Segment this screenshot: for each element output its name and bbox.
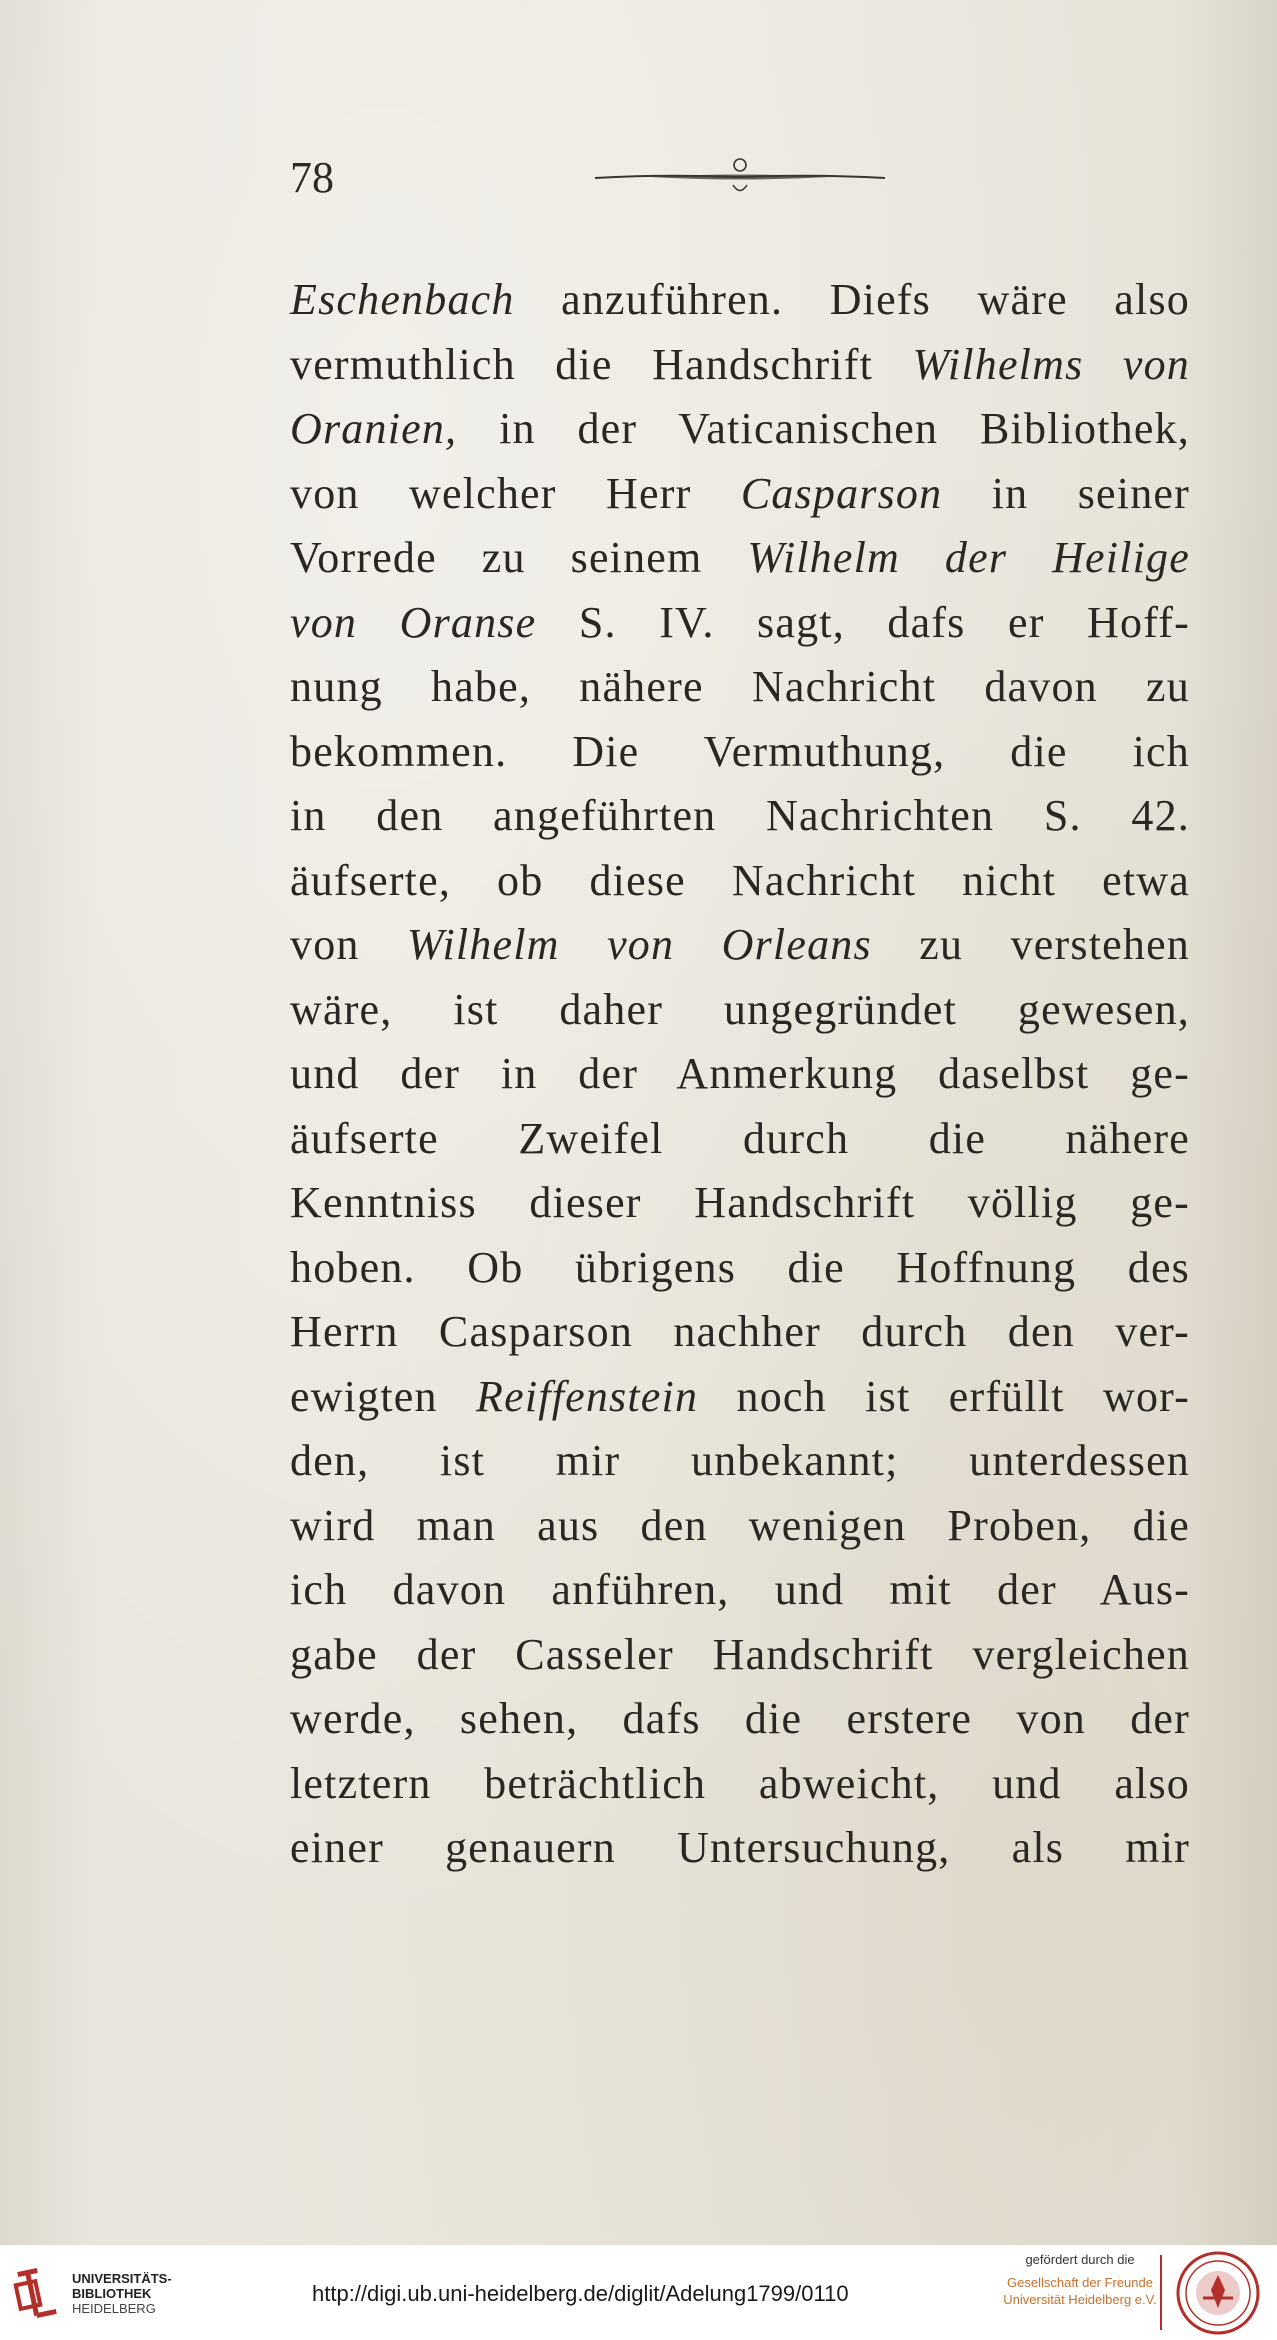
- text-segment: und der in der Anmerkung daselbst ge-: [290, 1049, 1190, 1098]
- text-segment: von welcher Herr: [290, 468, 741, 518]
- sponsor-name-line-2: Universität Heidelberg e.V.: [1003, 2292, 1157, 2307]
- text-segment: vermuthlich die Handschrift: [290, 339, 913, 389]
- footer-separator: [1160, 2255, 1162, 2330]
- text-segment: Herrn Casparson nachher durch den ver-: [290, 1307, 1190, 1356]
- text-segment: in den angeführten Nachrichten S. 42.: [290, 791, 1190, 840]
- text-segment: noch ist erfüllt wor-: [698, 1371, 1190, 1421]
- text-segment: einer genauern Untersuchung, als mir: [290, 1823, 1190, 1872]
- text-segment: werde, sehen, dafs die erstere von der: [290, 1694, 1190, 1743]
- text-segment: äufserte Zweifel durch die nähere: [290, 1113, 1190, 1163]
- text-segment: hoben. Ob übrigens die Hoffnung des: [290, 1242, 1190, 1292]
- text-line: [290, 1300, 1190, 1365]
- page-number: 78: [290, 153, 334, 202]
- text-line: [290, 720, 1190, 785]
- text-segment: S. IV. sagt, dafs er Hoff-: [536, 597, 1190, 647]
- text-segment: äufserte, ob diese Nachricht nicht etwa: [290, 855, 1190, 905]
- italic-text: Wilhelm der Heilige: [747, 533, 1190, 582]
- text-segment: ewigten: [290, 1371, 477, 1421]
- text-line: [290, 1558, 1190, 1623]
- italic-text: Casparson: [740, 468, 943, 518]
- library-name-line-2: BIBLIOTHEK: [72, 2286, 152, 2301]
- text-line: [290, 1687, 1190, 1752]
- text-segment: letztern beträchtlich abweicht, und also: [290, 1758, 1190, 1808]
- text-line: [290, 1429, 1190, 1494]
- text-line: [290, 913, 1190, 978]
- italic-text: Reiffenstein: [476, 1371, 699, 1421]
- library-name-line-1: UNIVERSITÄTS-: [72, 2271, 172, 2286]
- text-segment: in der Vaticanischen Bibliothek,: [457, 404, 1190, 453]
- university-library-logo-icon: [12, 2263, 62, 2325]
- text-line: [290, 268, 1190, 333]
- sponsor-name-line-1: Gesellschaft der Freunde: [1007, 2275, 1153, 2290]
- text-line: [290, 591, 1190, 656]
- text-segment: in seiner: [942, 468, 1190, 518]
- text-segment: gabe der Casseler Handschrift vergleichen: [290, 1629, 1190, 1679]
- italic-text: Wilhelm von Orleans: [407, 920, 872, 969]
- footer-bar: [0, 2245, 1277, 2340]
- text-line: [290, 1752, 1190, 1817]
- text-segment: nung habe, nähere Nachricht davon zu: [290, 662, 1190, 711]
- text-line: [290, 1365, 1190, 1430]
- text-segment: von: [290, 920, 408, 969]
- italic-text: Wilhelms von: [912, 339, 1190, 389]
- text-line: [290, 1042, 1190, 1107]
- text-segment: wird man aus den wenigen Proben, die: [290, 1500, 1190, 1550]
- library-name: [72, 2271, 172, 2316]
- text-line: [290, 526, 1190, 591]
- text-segment: wäre, ist daher ungegründet gewesen,: [290, 984, 1190, 1034]
- permalink-url[interactable]: http://digi.ub.uni-heidelberg.de/diglit/Adelung1799/0110: [312, 2281, 849, 2306]
- text-line: [290, 397, 1190, 462]
- text-line: [290, 978, 1190, 1043]
- text-line: [290, 1107, 1190, 1172]
- text-segment: den, ist mir unbekannt; unterdessen: [290, 1436, 1190, 1485]
- text-segment: Kenntniss dieser Handschrift völlig ge-: [290, 1178, 1190, 1227]
- italic-text: von Oranse: [290, 597, 537, 647]
- text-line: [290, 1494, 1190, 1559]
- text-line: [290, 1816, 1190, 1881]
- text-line: [290, 1236, 1190, 1301]
- body-text: [290, 268, 1190, 1881]
- italic-text: Eschenbach: [290, 275, 515, 324]
- university-seal-icon: [1175, 2250, 1261, 2336]
- italic-text: Oranien,: [290, 404, 458, 453]
- text-line: [290, 655, 1190, 720]
- text-segment: ich davon anführen, und mit der Aus-: [290, 1565, 1190, 1614]
- text-segment: anzuführen. Diefs wäre also: [514, 275, 1190, 324]
- text-line: [290, 849, 1190, 914]
- text-line: [290, 1623, 1190, 1688]
- sponsor-credit: [990, 2251, 1170, 2308]
- text-line: [290, 333, 1190, 398]
- text-line: [290, 462, 1190, 527]
- text-segment: bekommen. Die Vermuthung, die ich: [290, 726, 1190, 776]
- text-line: [290, 784, 1190, 849]
- text-segment: Vorrede zu seinem: [290, 533, 748, 582]
- ornament-divider: [590, 152, 890, 202]
- sponsor-label: gefördert durch die: [1025, 2252, 1135, 2267]
- library-name-line-3: HEIDELBERG: [72, 2301, 156, 2316]
- text-segment: zu verstehen: [871, 920, 1190, 969]
- text-line: [290, 1171, 1190, 1236]
